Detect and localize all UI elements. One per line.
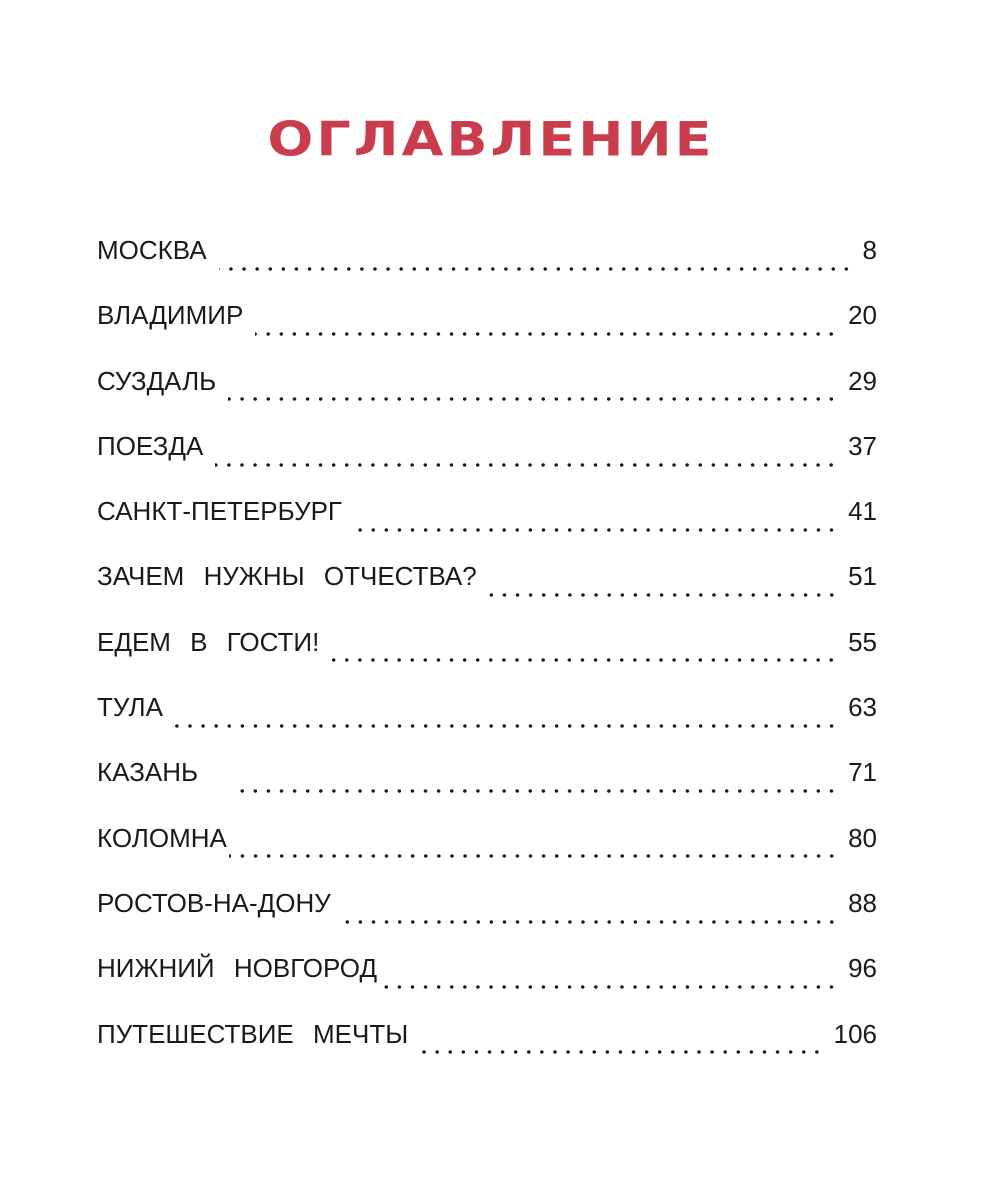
toc-entry-title[interactable]: ПУТЕШЕСТВИЕ МЕЧТЫ — [97, 1018, 409, 1049]
toc-entry-title[interactable]: РОСТОВ-НА-ДОНУ — [97, 887, 331, 918]
toc-entry[interactable] — [97, 291, 877, 356]
toc-entry-title[interactable]: СУЗДАЛЬ — [97, 365, 217, 396]
toc-entry-title[interactable]: САНКТ-ПЕТЕРБУРГ — [97, 496, 343, 527]
dot-leader — [255, 331, 838, 337]
toc-entry-title[interactable]: ЕДЕМ В ГОСТИ! — [97, 626, 320, 657]
toc-page-number: 106 — [833, 1018, 877, 1049]
page-title: ОГЛАВЛЕНИЕ — [267, 111, 715, 167]
toc-entry-title[interactable]: ЗАЧЕМ НУЖНЫ ОТЧЕСТВА? — [97, 561, 477, 592]
dot-leader — [381, 984, 838, 990]
dot-leader — [229, 853, 838, 859]
toc-entry-title[interactable]: НИЖНИЙ НОВГОРОД — [97, 953, 378, 984]
toc-entry[interactable] — [97, 552, 877, 617]
dot-leader — [420, 1049, 823, 1055]
toc-entry[interactable] — [97, 618, 877, 683]
toc-page-number: 41 — [848, 496, 877, 527]
dot-leader — [219, 266, 853, 272]
toc-entry-title[interactable]: МОСКВА — [97, 235, 207, 265]
toc-entry[interactable] — [97, 944, 877, 1009]
toc-entry-title[interactable]: ПОЕЗДА — [97, 430, 204, 461]
dot-leader — [215, 462, 838, 468]
toc-entry[interactable] — [97, 487, 877, 552]
toc-page-number: 96 — [848, 953, 877, 984]
toc-entry[interactable] — [97, 422, 877, 487]
toc-entry[interactable] — [97, 357, 877, 422]
toc-entry[interactable] — [97, 814, 877, 879]
toc-entry-title[interactable]: ТУЛА — [97, 692, 163, 723]
toc-page-number: 20 — [848, 300, 877, 331]
toc-page-number: 80 — [848, 822, 877, 853]
toc-page-number: 29 — [848, 365, 877, 396]
toc-page-number: 55 — [848, 626, 877, 657]
toc-entry[interactable] — [97, 1010, 877, 1075]
dot-leader — [331, 657, 838, 663]
dot-leader — [232, 788, 838, 794]
dot-leader — [354, 527, 838, 533]
dot-leader — [228, 396, 838, 402]
toc-entry[interactable] — [97, 226, 877, 291]
toc-entry-title[interactable]: КОЛОМНА — [97, 822, 227, 853]
toc-page-number: 37 — [848, 430, 877, 461]
toc-page-number: 8 — [862, 235, 877, 265]
toc-list — [97, 226, 877, 1075]
toc-entry[interactable] — [97, 879, 877, 944]
toc-entry-title[interactable]: ВЛАДИМИР — [97, 300, 244, 331]
dot-leader — [343, 919, 838, 925]
toc-entry[interactable] — [97, 683, 877, 748]
toc-entry-title[interactable]: КАЗАНЬ — [97, 757, 199, 788]
toc-entry[interactable] — [97, 748, 877, 813]
toc-page-number: 63 — [848, 692, 877, 723]
dot-leader — [489, 592, 838, 598]
toc-page-number: 88 — [848, 887, 877, 918]
toc-page-number: 51 — [848, 561, 877, 592]
toc-page-number: 71 — [848, 757, 877, 788]
dot-leader — [175, 723, 838, 729]
